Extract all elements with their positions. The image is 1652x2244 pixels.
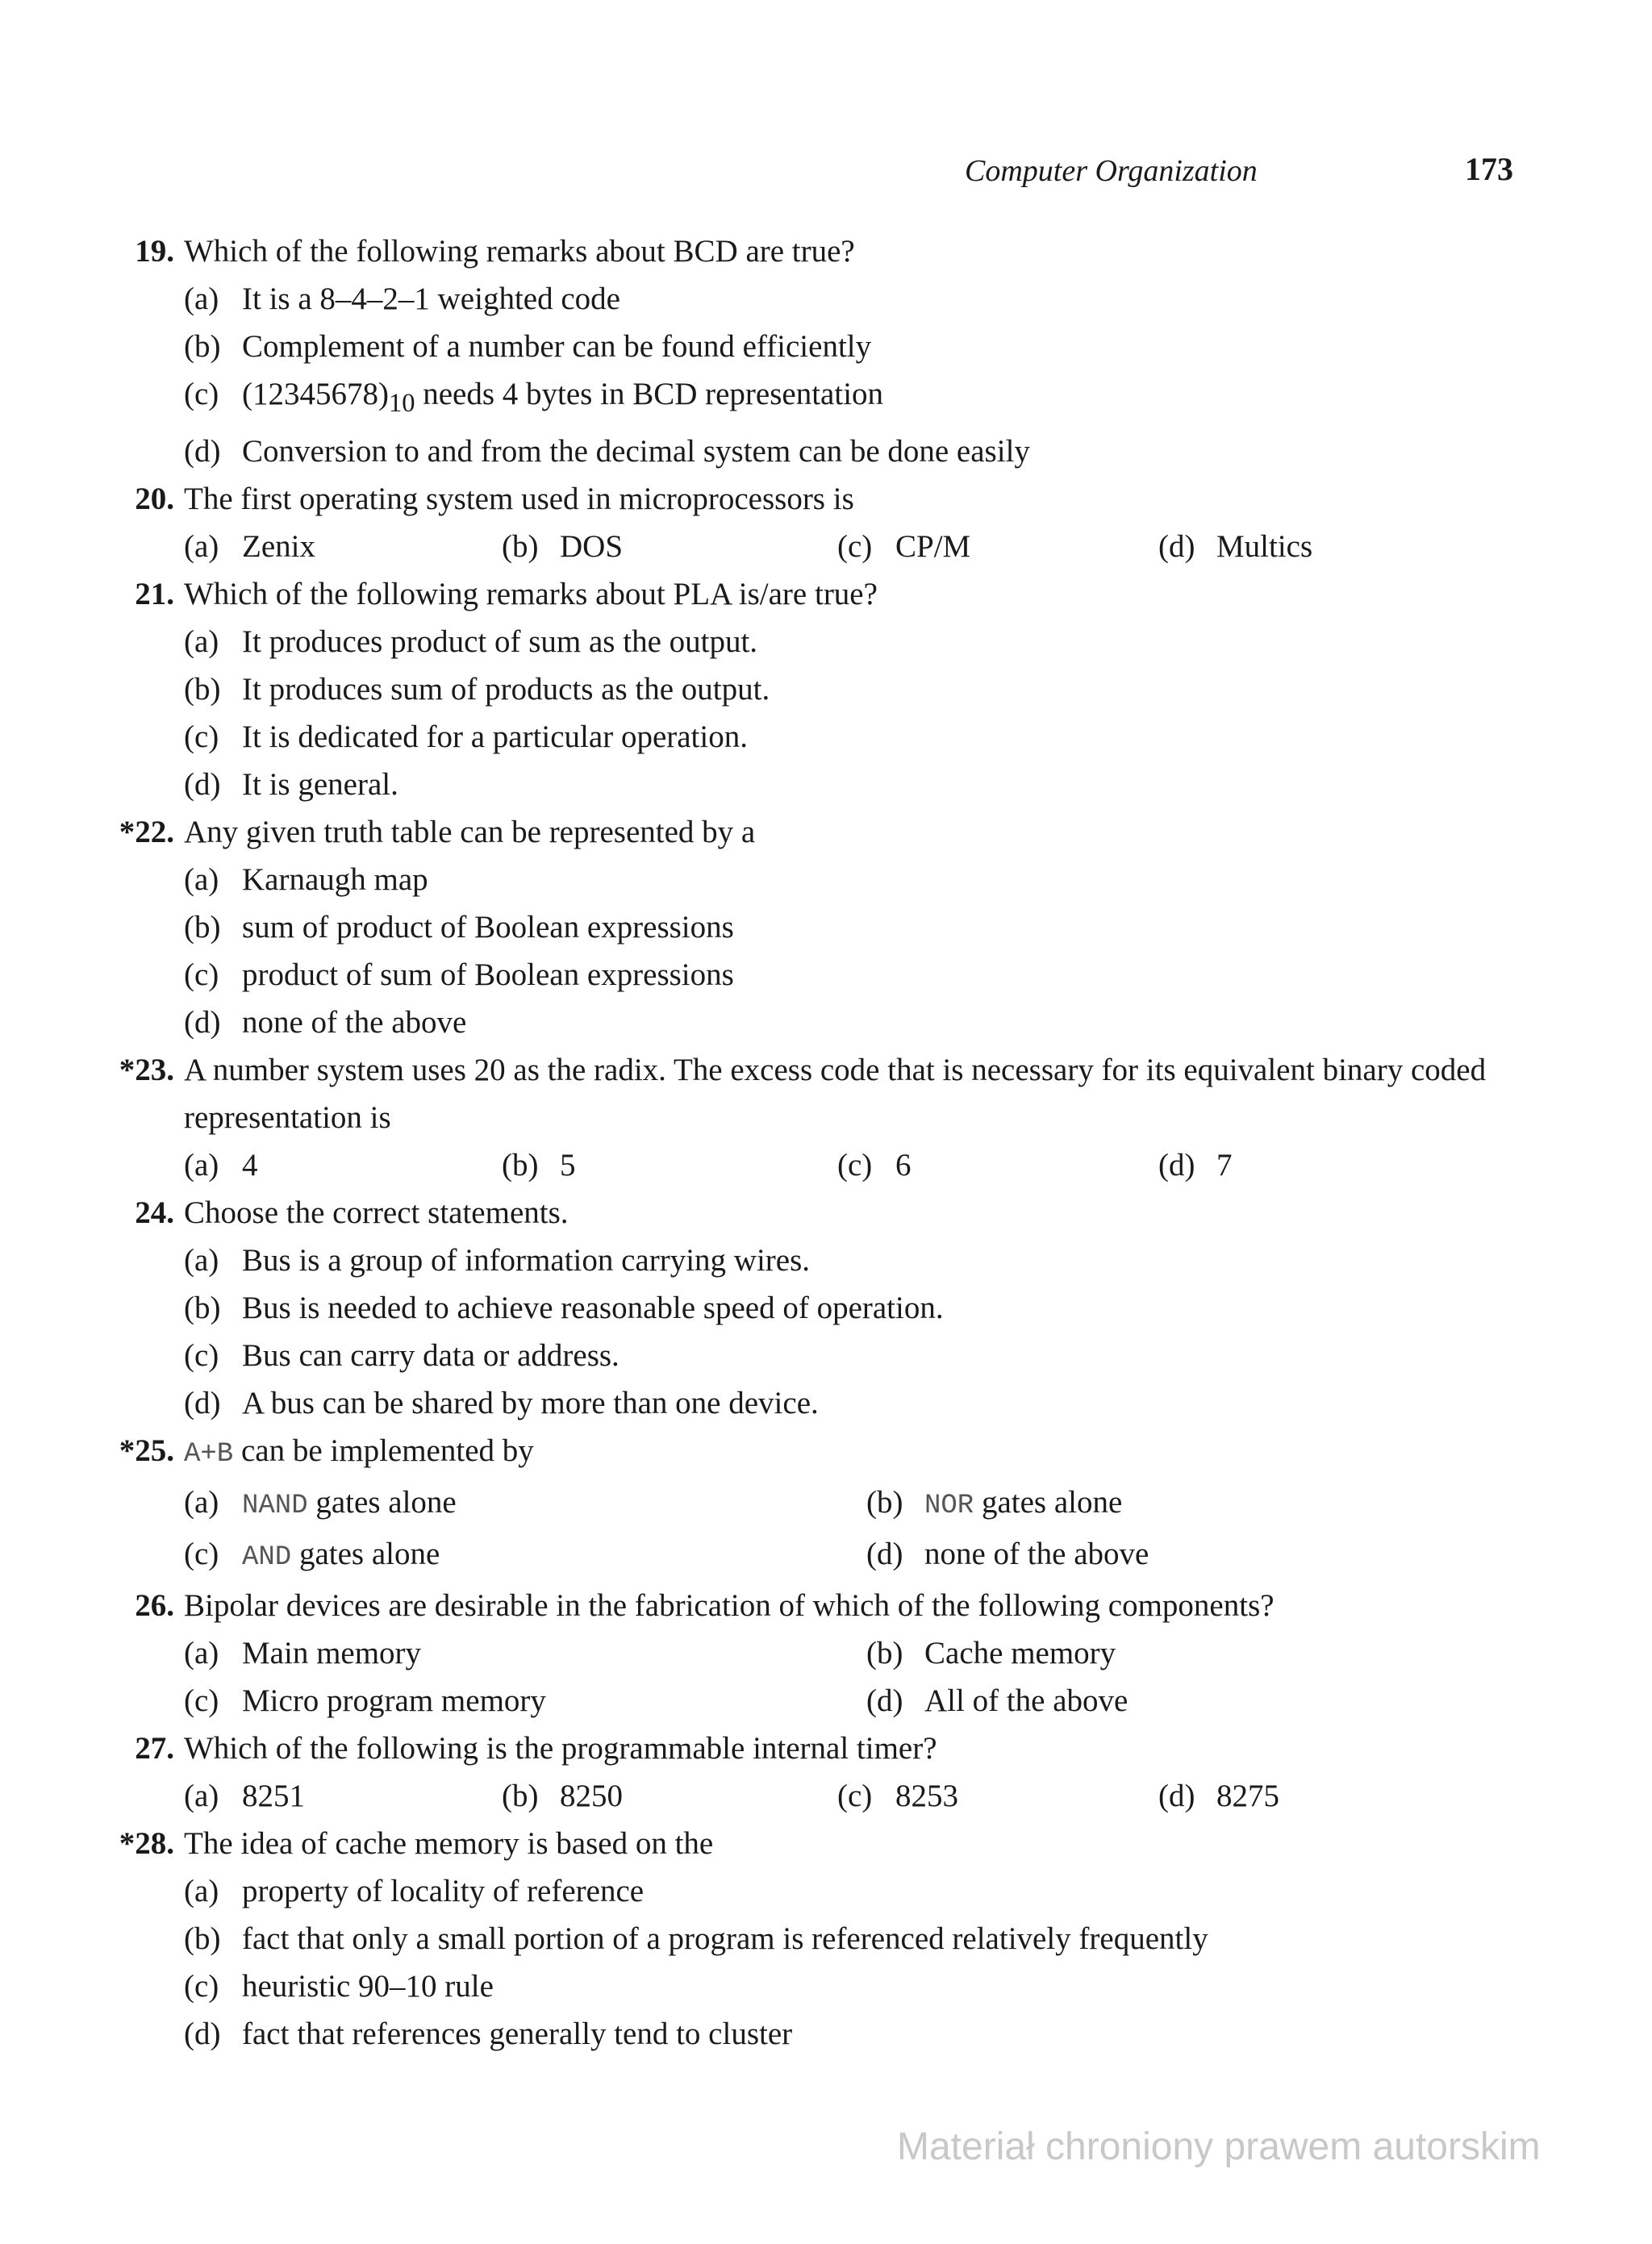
question-text (184, 475, 1523, 523)
question-text-body: The first operating system used in microprocessors is (184, 481, 854, 516)
question-number: 24. (135, 1195, 174, 1230)
question-text-body: can be implemented by (233, 1433, 534, 1468)
option-label: (b) (184, 1290, 221, 1325)
option-item (184, 856, 1652, 903)
options-row (184, 1141, 1652, 1189)
option-text: 4 (242, 1147, 258, 1182)
question-item (0, 808, 1652, 1046)
option-text: 7 (1216, 1147, 1233, 1182)
option-text: CP/M (895, 528, 971, 564)
page-header (0, 147, 1652, 195)
option-item (184, 903, 1652, 951)
option-text: Zenix (242, 528, 315, 564)
option-item (502, 1141, 837, 1189)
option-text-wrapper (242, 323, 871, 370)
option-item (184, 323, 1652, 370)
option-text: Bus is needed to achieve reasonable speed of operation. (242, 1290, 944, 1325)
question-text (184, 570, 1523, 618)
option-label: (a) (184, 1873, 219, 1908)
option-item (1158, 1141, 1400, 1189)
option-label: (c) (837, 1147, 873, 1182)
running-title: Computer Organization (965, 154, 1258, 188)
option-item (184, 1237, 1652, 1284)
option-text-wrapper (242, 1779, 305, 1813)
option-text-wrapper (242, 1636, 421, 1670)
option-text-wrapper (242, 1379, 819, 1427)
question-text (184, 1820, 1523, 1867)
option-text: A bus can be shared by more than one device. (242, 1385, 819, 1420)
options-list (184, 1237, 1652, 1427)
option-text-wrapper (242, 1683, 546, 1718)
option-label: (b) (866, 1484, 903, 1520)
option-item (184, 1141, 502, 1189)
option-text-wrapper (242, 999, 466, 1046)
option-item (184, 275, 1652, 323)
option-label: (a) (184, 1147, 219, 1182)
option-label: (a) (184, 1778, 219, 1813)
option-text: product of sum of Boolean expressions (242, 957, 734, 992)
option-text: gates alone (307, 1484, 457, 1520)
option-text: gates alone (291, 1536, 440, 1571)
option-label: (c) (837, 528, 873, 564)
options-row (184, 523, 1652, 570)
question-text-body: The idea of cache memory is based on the (184, 1825, 714, 1861)
question-number: *22. (119, 814, 174, 849)
question-text (184, 227, 1523, 275)
option-item (184, 1379, 1652, 1427)
option-label: (b) (184, 671, 221, 707)
question-text (184, 1427, 1523, 1479)
option-item (184, 713, 1652, 761)
question-text-body: Bipolar devices are desirable in the fabrication of which of the following components? (184, 1587, 1274, 1623)
option-item (184, 1677, 866, 1725)
option-label: (d) (184, 766, 221, 802)
watermark: Materiał chroniony prawem autorskim (897, 2125, 1541, 2168)
option-label: (a) (184, 624, 219, 659)
option-item (184, 761, 1652, 808)
option-label: (a) (184, 1242, 219, 1278)
option-text: gates alone (974, 1484, 1123, 1520)
option-label: (a) (184, 861, 219, 897)
question-item (0, 570, 1652, 808)
option-item (866, 1479, 1431, 1530)
option-label: (d) (184, 1004, 221, 1040)
question-number: 20. (135, 481, 174, 516)
option-text-wrapper (242, 1867, 644, 1915)
option-text-wrapper (242, 428, 1030, 475)
option-item (184, 1332, 1652, 1379)
option-text: 8251 (242, 1778, 305, 1813)
option-text-wrapper (242, 761, 398, 808)
option-text: (12345678) (242, 377, 389, 411)
question-text-body: Any given truth table can be represented by a (184, 814, 756, 849)
option-text: It produces product of sum as the output. (242, 624, 758, 659)
question-text (184, 1189, 1523, 1237)
page-number: 173 (1465, 151, 1513, 187)
option-text-wrapper (1216, 1779, 1279, 1813)
option-text-wrapper (242, 370, 883, 428)
option-item (837, 1772, 1158, 1820)
option-text: All of the above (924, 1683, 1128, 1718)
option-text-wrapper (242, 1237, 810, 1284)
question-number: 27. (135, 1730, 174, 1766)
question-item (0, 227, 1652, 475)
option-label: (c) (184, 1536, 219, 1571)
option-code: AND (242, 1541, 292, 1573)
option-label: (a) (184, 282, 219, 316)
option-label: (d) (866, 1683, 903, 1718)
option-item (184, 1772, 502, 1820)
option-code: NAND (242, 1490, 308, 1521)
option-label: (b) (502, 1778, 539, 1813)
option-text: It is dedicated for a particular operation. (242, 719, 748, 754)
option-item (184, 428, 1652, 475)
option-item (1158, 523, 1400, 570)
option-item (184, 999, 1652, 1046)
options-list (184, 275, 1652, 475)
question-text (184, 1582, 1523, 1629)
option-text-wrapper (242, 903, 734, 951)
question-code: A+B (184, 1438, 234, 1470)
option-text-wrapper (924, 1636, 1116, 1670)
option-text-wrapper (242, 665, 770, 713)
question-item (0, 1820, 1652, 2058)
option-text-wrapper (242, 1332, 620, 1379)
option-label: (d) (1158, 528, 1195, 564)
option-text-wrapper (242, 1148, 258, 1182)
question-text-body: A number system uses 20 as the radix. The excess code that is necessary for its equivalent binary coded representation is (184, 1052, 1487, 1135)
option-label: (b) (184, 909, 221, 945)
option-label: (d) (184, 1385, 221, 1420)
option-text-wrapper (242, 1962, 494, 2010)
question-number: *23. (119, 1052, 174, 1087)
option-text: 8275 (1216, 1778, 1279, 1813)
option-item (184, 1962, 1652, 2010)
option-item (1158, 1772, 1400, 1820)
option-label: (b) (184, 329, 221, 364)
option-text: DOS (560, 528, 624, 564)
option-text: heuristic 90–10 rule (242, 1968, 494, 2004)
question-text-body: Which of the following remarks about BCD are true? (184, 234, 855, 269)
option-item (184, 1867, 1652, 1915)
question-item (0, 1725, 1652, 1820)
options-row (184, 1772, 1652, 1820)
option-label: (a) (184, 1484, 219, 1520)
option-label: (b) (866, 1635, 903, 1670)
option-text: It produces sum of products as the output. (242, 671, 770, 707)
question-item (0, 1046, 1652, 1189)
option-text: fact that only a small portion of a program is referenced relatively frequently (242, 1921, 1208, 1956)
option-label: (c) (184, 1337, 219, 1373)
option-item (184, 665, 1652, 713)
question-text (184, 1725, 1523, 1772)
option-label: (d) (866, 1536, 903, 1571)
option-label: (c) (184, 719, 219, 754)
option-item (502, 523, 837, 570)
option-code: NOR (924, 1490, 974, 1521)
option-text: 8250 (560, 1778, 623, 1813)
option-text: It is a 8–4–2–1 weighted code (242, 282, 620, 316)
option-text-wrapper (242, 713, 748, 761)
option-text-wrapper (895, 1148, 912, 1182)
option-text: Micro program memory (242, 1683, 546, 1718)
option-item (184, 1915, 1652, 1962)
option-text: none of the above (924, 1536, 1149, 1571)
option-label: (a) (184, 1635, 219, 1670)
question-number: *25. (119, 1433, 174, 1468)
question-text (184, 1046, 1523, 1141)
option-text: It is general. (242, 766, 398, 802)
question-item (0, 1427, 1652, 1582)
option-label: (c) (184, 1968, 219, 2004)
question-item (0, 1189, 1652, 1427)
option-label: (c) (184, 377, 219, 411)
option-text-wrapper (560, 529, 623, 564)
option-label: (d) (184, 2016, 221, 2051)
option-text: property of locality of reference (242, 1873, 645, 1908)
options-grid (184, 1479, 1652, 1582)
question-text-body: Which of the following is the programmable internal timer? (184, 1730, 937, 1766)
option-label: (b) (502, 1147, 539, 1182)
question-item (0, 1582, 1652, 1725)
options-list (184, 856, 1652, 1046)
question-item (0, 475, 1652, 570)
option-item (184, 1530, 866, 1582)
option-item (184, 370, 1652, 428)
question-number: 26. (135, 1587, 174, 1623)
option-label: (d) (1158, 1778, 1195, 1813)
question-number: 21. (135, 576, 174, 611)
option-text-after: needs 4 bytes in BCD representation (415, 377, 884, 411)
option-subscript: 10 (388, 388, 415, 418)
option-item (184, 523, 502, 570)
option-text-wrapper (242, 1485, 457, 1520)
option-text: Complement of a number can be found efficiently (242, 329, 872, 364)
option-text: sum of product of Boolean expressions (242, 909, 734, 945)
option-text: Main memory (242, 1635, 422, 1670)
option-text: Conversion to and from the decimal system can be done easily (242, 433, 1030, 469)
option-label: (a) (184, 528, 219, 564)
option-text-wrapper (242, 529, 315, 564)
option-item (866, 1677, 1431, 1725)
options-list (184, 618, 1652, 808)
option-text-wrapper (924, 1683, 1128, 1718)
question-text-body: Choose the correct statements. (184, 1195, 569, 1230)
option-text-wrapper (560, 1148, 576, 1182)
option-item (502, 1772, 837, 1820)
option-text: Cache memory (924, 1635, 1116, 1670)
option-text-wrapper (924, 1485, 1122, 1520)
option-item (184, 1479, 866, 1530)
option-text-wrapper (242, 856, 428, 903)
option-item (184, 951, 1652, 999)
option-label: (d) (1158, 1147, 1195, 1182)
option-text: 5 (560, 1147, 576, 1182)
options-grid (184, 1629, 1652, 1725)
option-text: Bus can carry data or address. (242, 1337, 620, 1373)
option-text: none of the above (242, 1004, 467, 1040)
option-text: Multics (1216, 528, 1313, 564)
option-text-wrapper (242, 1284, 944, 1332)
option-item (866, 1530, 1431, 1582)
option-text-wrapper (1216, 529, 1312, 564)
option-text: 6 (895, 1147, 912, 1182)
option-text-wrapper (242, 2010, 792, 2058)
option-text-wrapper (242, 951, 734, 999)
option-text-wrapper (242, 618, 757, 665)
option-text: 8253 (895, 1778, 958, 1813)
options-list (184, 1867, 1652, 2058)
option-item (184, 1629, 866, 1677)
question-text-body: Which of the following remarks about PLA is/are true? (184, 576, 878, 611)
option-text: Karnaugh map (242, 861, 428, 897)
option-text-wrapper (895, 1779, 958, 1813)
option-text-wrapper (242, 1915, 1208, 1962)
option-text-wrapper (895, 529, 970, 564)
option-text-wrapper (560, 1779, 623, 1813)
option-label: (c) (184, 1683, 219, 1718)
option-text: fact that references generally tend to cluster (242, 2016, 793, 2051)
option-label: (d) (184, 433, 221, 469)
option-item (837, 1141, 1158, 1189)
option-label: (b) (184, 1921, 221, 1956)
option-label: (c) (184, 957, 219, 992)
option-text-wrapper (1216, 1148, 1233, 1182)
option-item (184, 1284, 1652, 1332)
option-text: Bus is a group of information carrying wires. (242, 1242, 811, 1278)
option-text-wrapper (242, 275, 620, 323)
option-label: (b) (502, 528, 539, 564)
question-list (0, 227, 1652, 2058)
question-number: *28. (119, 1825, 174, 1861)
question-number: 19. (135, 234, 174, 269)
option-item (184, 618, 1652, 665)
option-item (184, 2010, 1652, 2058)
option-text-wrapper (924, 1537, 1149, 1571)
option-label: (c) (837, 1778, 873, 1813)
option-item (837, 523, 1158, 570)
option-item (866, 1629, 1431, 1677)
question-text (184, 808, 1523, 856)
option-text-wrapper (242, 1537, 440, 1571)
